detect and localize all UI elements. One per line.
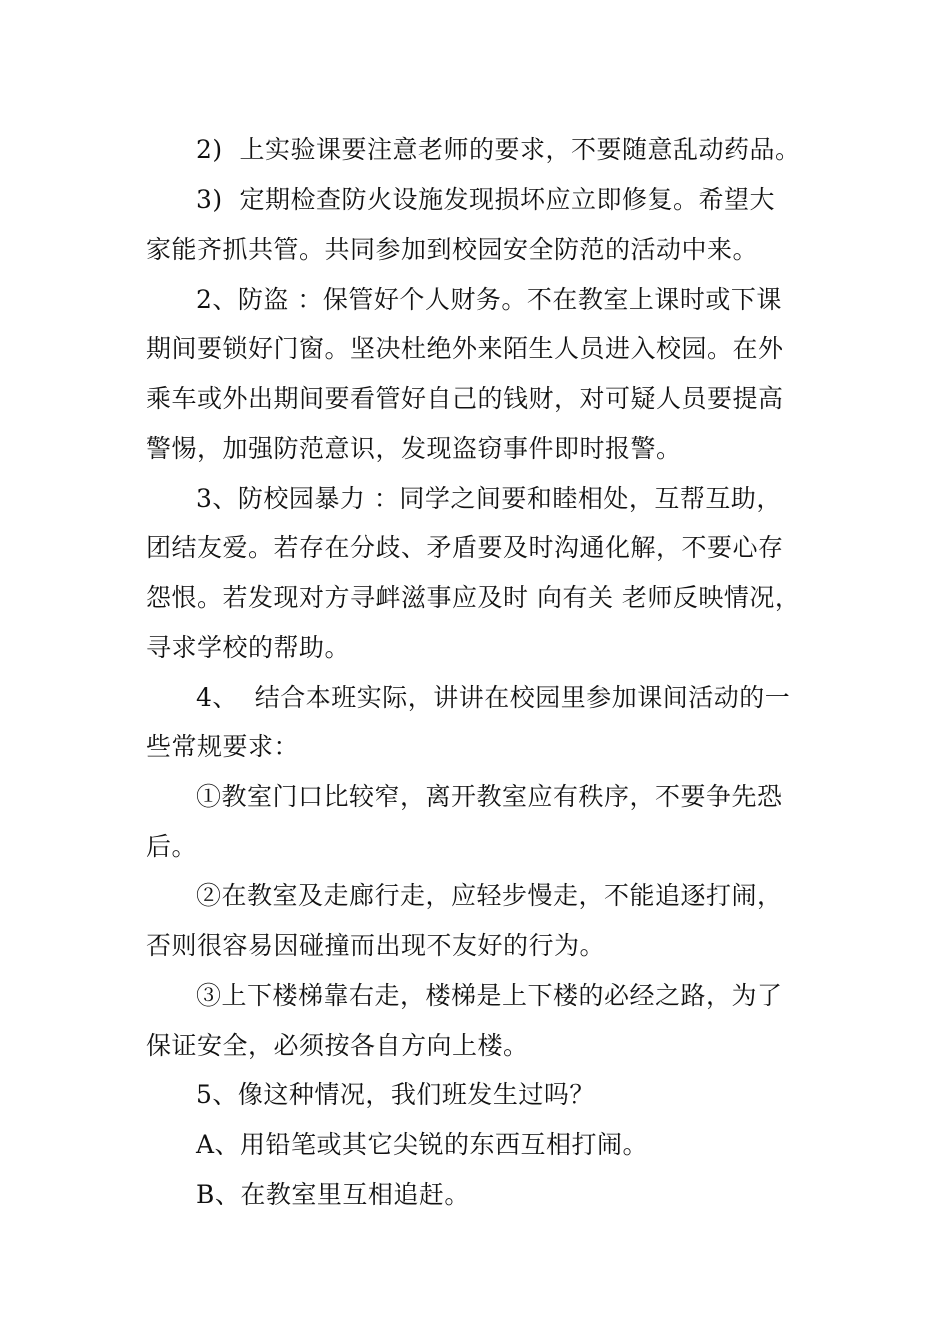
text-line: 2) 上实验课要注意老师的要求，不要随意乱动药品。 [196,135,801,164]
text-line: 保证安全，必须按各自方向上楼。 [146,1031,529,1060]
text-line: 期间要锁好门窗。坚决杜绝外来陌生人员进入校园。在外 [146,334,784,363]
text-line: 否则很容易因碰撞而出现不友好的行为。 [146,931,606,960]
text-line: A、用铅笔或其它尖锐的东西互相打闹。 [196,1130,649,1159]
text-line: 2、防盗 ：保管好个人财务。不在教室上课时或下课 [196,285,782,314]
text-line: 后。 [146,832,198,861]
text-line: 4、 结合本班实际，讲讲在校园里参加课间活动的一 [196,683,791,712]
text-line: 些常规要求： [146,732,300,761]
text-line: 警惕，加强防范意识，发现盗窃事件即时报警。 [146,434,682,463]
text-line: 3) 定期检查防火设施发现损坏应立即修复。希望大 [196,185,776,214]
text-line: ①教室门口比较窄，离开教室应有秩序，不要争先恐 [196,782,783,811]
text-line: 5、像这种情况，我们班发生过吗？ [196,1080,595,1109]
text-line: ②在教室及走廊行走，应轻步慢走，不能追逐打闹， [196,881,783,910]
text-line: 家能齐抓共管。共同参加到校园安全防范的活动中来。 [146,235,759,264]
text-line: 3、防校园暴力 ：同学之间要和睦相处，互帮互助， [196,484,782,513]
text-line: B、在教室里互相追赶。 [196,1180,470,1209]
text-line: 怨恨。若发现对方寻衅滋事应及时 向有关 老师反映情况， [146,583,801,612]
text-line: ③上下楼梯靠右走，楼梯是上下楼的必经之路，为了 [196,981,783,1010]
text-line: 寻求学校的帮助。 [146,633,351,662]
text-line: 团结友爱。若存在分歧、矛盾要及时沟通化解，不要心存 [146,533,784,562]
text-line: 乘车或外出期间要看管好自己的钱财，对可疑人员要提高 [146,384,784,413]
